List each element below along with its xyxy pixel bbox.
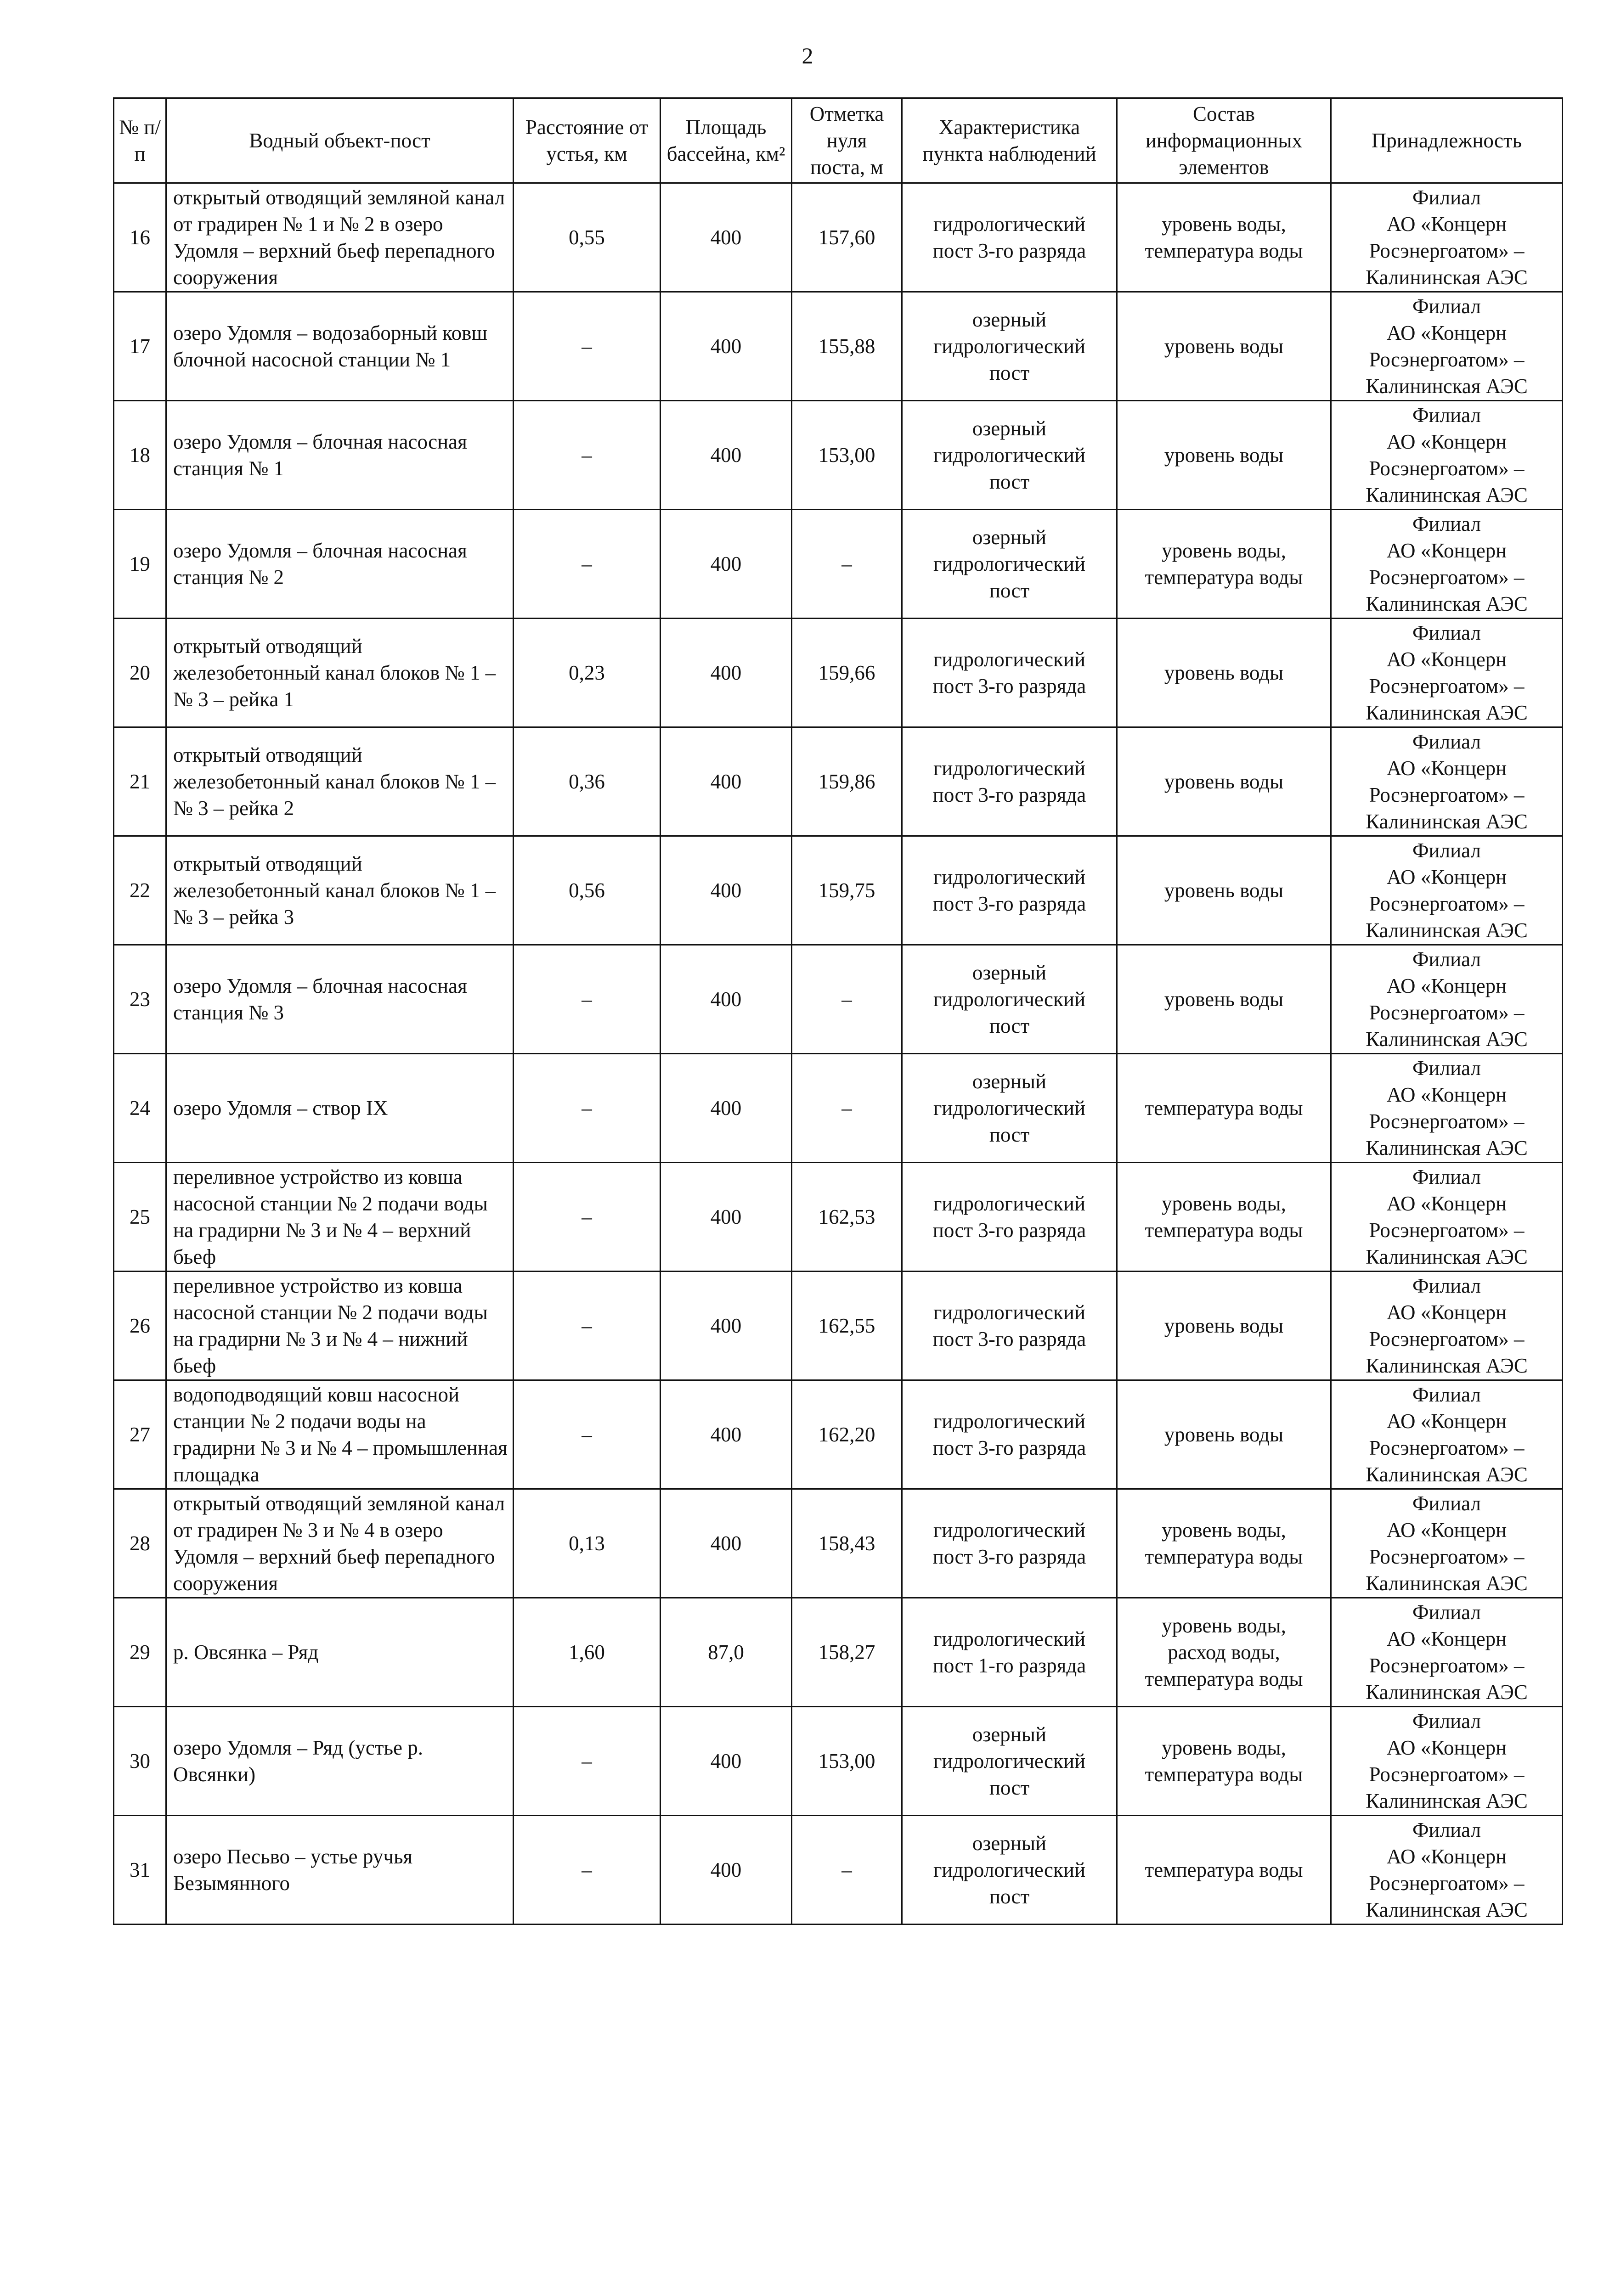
table-row (114, 836, 1563, 945)
row-composition: температура воды (1117, 1054, 1331, 1163)
row-num: 30 (114, 1707, 166, 1816)
row-owner: Филиал АО «Концерн Росэнергоатом» – Калининская АЭС (1331, 1163, 1563, 1272)
row-object: открытый отводящий земляной канал от градирен № 3 и № 4 в озеро Удомля – верхний бьеф перепадного сооружения (166, 1489, 514, 1598)
row-characteristic: озерный гидрологический пост (902, 945, 1117, 1054)
row-area: 400 (661, 1489, 792, 1598)
row-characteristic: озерный гидрологический пост (902, 292, 1117, 401)
table-row (114, 183, 1563, 292)
row-characteristic: гидрологический пост 3-го разряда (902, 619, 1117, 727)
row-num: 27 (114, 1380, 166, 1489)
row-composition: уровень воды, температура воды (1117, 1489, 1331, 1598)
row-num: 21 (114, 727, 166, 836)
table-row (114, 1380, 1563, 1489)
row-owner: Филиал АО «Концерн Росэнергоатом» – Калининская АЭС (1331, 1489, 1563, 1598)
row-distance: – (514, 1054, 661, 1163)
row-num: 31 (114, 1816, 166, 1925)
row-distance: 0,56 (514, 836, 661, 945)
row-owner: Филиал АО «Концерн Росэнергоатом» – Калининская АЭС (1331, 945, 1563, 1054)
row-composition: уровень воды (1117, 945, 1331, 1054)
row-num: 23 (114, 945, 166, 1054)
row-owner: Филиал АО «Концерн Росэнергоатом» – Калининская АЭС (1331, 401, 1563, 510)
row-num: 18 (114, 401, 166, 510)
row-area: 400 (661, 836, 792, 945)
header-characteristic: Характеристика пункта наблюдений (902, 98, 1117, 183)
row-zero-mark: – (792, 1816, 902, 1925)
row-area: 400 (661, 1380, 792, 1489)
row-distance: – (514, 401, 661, 510)
row-distance: – (514, 1380, 661, 1489)
row-composition: уровень воды, температура воды (1117, 1707, 1331, 1816)
row-num: 20 (114, 619, 166, 727)
table-row (114, 1163, 1563, 1272)
row-object: открытый отводящий железобетонный канал блоков № 1 – № 3 – рейка 3 (166, 836, 514, 945)
row-zero-mark: 155,88 (792, 292, 902, 401)
row-zero-mark: 162,55 (792, 1272, 902, 1380)
row-characteristic: озерный гидрологический пост (902, 510, 1117, 619)
row-owner: Филиал АО «Концерн Росэнергоатом» – Калининская АЭС (1331, 1054, 1563, 1163)
row-owner: Филиал АО «Концерн Росэнергоатом» – Калининская АЭС (1331, 836, 1563, 945)
row-owner: Филиал АО «Концерн Росэнергоатом» – Калининская АЭС (1331, 1380, 1563, 1489)
row-area: 400 (661, 1054, 792, 1163)
row-distance: – (514, 510, 661, 619)
row-area: 400 (661, 401, 792, 510)
row-composition: уровень воды (1117, 1272, 1331, 1380)
header-object: Водный объект-пост (166, 98, 514, 183)
observation-posts-table (113, 97, 1563, 1925)
row-composition: уровень воды (1117, 292, 1331, 401)
table-row (114, 1054, 1563, 1163)
row-zero-mark: 158,43 (792, 1489, 902, 1598)
row-num: 16 (114, 183, 166, 292)
row-zero-mark: 153,00 (792, 401, 902, 510)
row-zero-mark: 159,66 (792, 619, 902, 727)
row-characteristic: гидрологический пост 3-го разряда (902, 1272, 1117, 1380)
row-area: 400 (661, 619, 792, 727)
table-row (114, 1272, 1563, 1380)
row-distance: – (514, 1816, 661, 1925)
row-object: озеро Удомля – блочная насосная станция № 3 (166, 945, 514, 1054)
row-characteristic: гидрологический пост 3-го разряда (902, 1380, 1117, 1489)
row-object: озеро Удомля – Ряд (устье р. Овсянки) (166, 1707, 514, 1816)
row-object: открытый отводящий железобетонный канал блоков № 1 – № 3 – рейка 1 (166, 619, 514, 727)
row-zero-mark: – (792, 1054, 902, 1163)
table-row (114, 401, 1563, 510)
row-num: 24 (114, 1054, 166, 1163)
row-num: 29 (114, 1598, 166, 1707)
table-row (114, 945, 1563, 1054)
row-object: р. Овсянка – Ряд (166, 1598, 514, 1707)
row-area: 400 (661, 1816, 792, 1925)
header-owner: Принадлежность (1331, 98, 1563, 183)
row-num: 22 (114, 836, 166, 945)
table-row (114, 510, 1563, 619)
row-num: 19 (114, 510, 166, 619)
row-object: озеро Удомля – створ IX (166, 1054, 514, 1163)
table-row (114, 619, 1563, 727)
row-area: 400 (661, 1707, 792, 1816)
row-owner: Филиал АО «Концерн Росэнергоатом» – Калининская АЭС (1331, 510, 1563, 619)
row-composition: уровень воды, температура воды (1117, 510, 1331, 619)
row-characteristic: гидрологический пост 3-го разряда (902, 1489, 1117, 1598)
row-zero-mark: 153,00 (792, 1707, 902, 1816)
row-owner: Филиал АО «Концерн Росэнергоатом» – Калининская АЭС (1331, 1816, 1563, 1925)
row-composition: уровень воды (1117, 619, 1331, 727)
row-area: 400 (661, 510, 792, 619)
row-distance: 0,23 (514, 619, 661, 727)
row-zero-mark: – (792, 945, 902, 1054)
row-area: 400 (661, 945, 792, 1054)
row-composition: уровень воды, расход воды, температура воды (1117, 1598, 1331, 1707)
header-area: Площадь бассейна, км² (661, 98, 792, 183)
row-composition: уровень воды (1117, 836, 1331, 945)
row-composition: уровень воды (1117, 727, 1331, 836)
row-object: озеро Удомля – блочная насосная станция № 2 (166, 510, 514, 619)
row-distance: – (514, 945, 661, 1054)
row-owner: Филиал АО «Концерн Росэнергоатом» – Калининская АЭС (1331, 619, 1563, 727)
row-owner: Филиал АО «Концерн Росэнергоатом» – Калининская АЭС (1331, 1707, 1563, 1816)
row-zero-mark: 159,75 (792, 836, 902, 945)
row-zero-mark: – (792, 510, 902, 619)
row-distance: 0,55 (514, 183, 661, 292)
row-composition: температура воды (1117, 1816, 1331, 1925)
row-composition: уровень воды (1117, 1380, 1331, 1489)
row-owner: Филиал АО «Концерн Росэнергоатом» – Калининская АЭС (1331, 727, 1563, 836)
row-area: 400 (661, 183, 792, 292)
row-characteristic: озерный гидрологический пост (902, 401, 1117, 510)
header-zero-mark: Отметка нуля поста, м (792, 98, 902, 183)
row-characteristic: гидрологический пост 3-го разряда (902, 183, 1117, 292)
row-object: открытый отводящий железобетонный канал блоков № 1 – № 3 – рейка 2 (166, 727, 514, 836)
table-header-row (114, 98, 1563, 183)
row-area: 87,0 (661, 1598, 792, 1707)
row-zero-mark: 157,60 (792, 183, 902, 292)
row-owner: Филиал АО «Концерн Росэнергоатом» – Калининская АЭС (1331, 1272, 1563, 1380)
table-row (114, 292, 1563, 401)
row-num: 25 (114, 1163, 166, 1272)
row-object: озеро Удомля – блочная насосная станция № 1 (166, 401, 514, 510)
row-composition: уровень воды, температура воды (1117, 183, 1331, 292)
table-row (114, 1707, 1563, 1816)
header-distance: Расстояние от устья, км (514, 98, 661, 183)
row-zero-mark: 159,86 (792, 727, 902, 836)
row-characteristic: гидрологический пост 3-го разряда (902, 727, 1117, 836)
table-row (114, 1598, 1563, 1707)
row-owner: Филиал АО «Концерн Росэнергоатом» – Калининская АЭС (1331, 292, 1563, 401)
row-characteristic: озерный гидрологический пост (902, 1054, 1117, 1163)
row-composition: уровень воды (1117, 401, 1331, 510)
row-characteristic: гидрологический пост 3-го разряда (902, 836, 1117, 945)
row-object: переливное устройство из ковша насосной станции № 2 подачи воды на градирни № 3 и № 4 – верхний бьеф (166, 1163, 514, 1272)
page-number: 2 (802, 43, 813, 68)
row-distance: 0,13 (514, 1489, 661, 1598)
row-composition: уровень воды, температура воды (1117, 1163, 1331, 1272)
row-distance: – (514, 1272, 661, 1380)
row-num: 28 (114, 1489, 166, 1598)
row-object: озеро Удомля – водозаборный ковш блочной насосной станции № 1 (166, 292, 514, 401)
row-num: 26 (114, 1272, 166, 1380)
row-object: озеро Песьво – устье ручья Безымянного (166, 1816, 514, 1925)
row-characteristic: гидрологический пост 3-го разряда (902, 1163, 1117, 1272)
row-characteristic: гидрологический пост 1-го разряда (902, 1598, 1117, 1707)
row-distance: – (514, 1707, 661, 1816)
row-area: 400 (661, 292, 792, 401)
header-composition: Состав информационных элементов (1117, 98, 1331, 183)
row-object: водоподводящий ковш насосной станции № 2 подачи воды на градирни № 3 и № 4 – промышленная площадка (166, 1380, 514, 1489)
table-row (114, 1816, 1563, 1925)
row-zero-mark: 158,27 (792, 1598, 902, 1707)
header-num: № п/п (114, 98, 166, 183)
row-area: 400 (661, 1272, 792, 1380)
table-row (114, 727, 1563, 836)
table-row (114, 1489, 1563, 1598)
row-zero-mark: 162,20 (792, 1380, 902, 1489)
row-distance: – (514, 1163, 661, 1272)
row-zero-mark: 162,53 (792, 1163, 902, 1272)
row-distance: 1,60 (514, 1598, 661, 1707)
row-object: переливное устройство из ковша насосной станции № 2 подачи воды на градирни № 3 и № 4 – нижний бьеф (166, 1272, 514, 1380)
row-distance: 0,36 (514, 727, 661, 836)
row-characteristic: озерный гидрологический пост (902, 1707, 1117, 1816)
row-owner: Филиал АО «Концерн Росэнергоатом» – Калининская АЭС (1331, 1598, 1563, 1707)
row-object: открытый отводящий земляной канал от градирен № 1 и № 2 в озеро Удомля – верхний бьеф перепадного сооружения (166, 183, 514, 292)
row-characteristic: озерный гидрологический пост (902, 1816, 1117, 1925)
row-area: 400 (661, 727, 792, 836)
row-owner: Филиал АО «Концерн Росэнергоатом» – Калининская АЭС (1331, 183, 1563, 292)
row-area: 400 (661, 1163, 792, 1272)
row-distance: – (514, 292, 661, 401)
row-num: 17 (114, 292, 166, 401)
